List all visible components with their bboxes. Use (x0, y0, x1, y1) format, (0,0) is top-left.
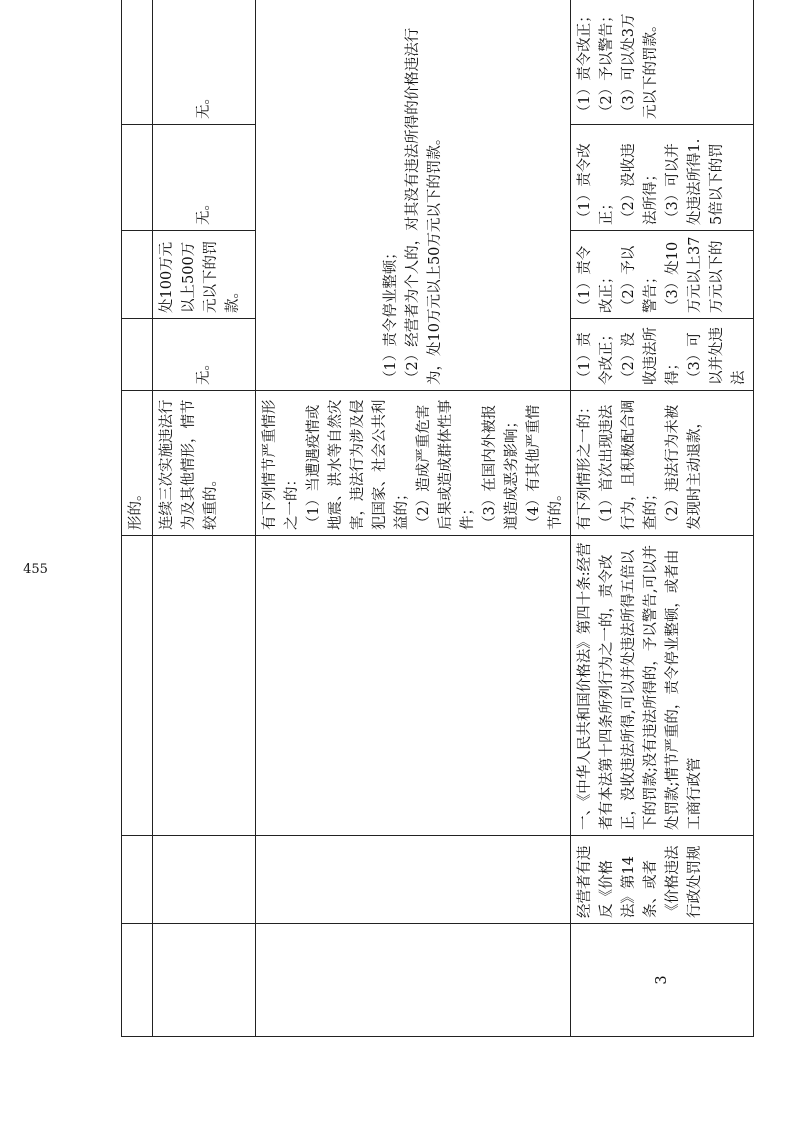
penalty-cell (122, 319, 153, 391)
penalty-cell: （1）责令改正； （2）没收违法所得； （3）可以并处违法所得1.5倍以下的罚 (571, 125, 754, 231)
penalty-cell (122, 0, 153, 125)
penalty-standard-table (121, 0, 754, 1037)
penalty-cell: （1）责令改正； （2）予以警告； （3）可以处3万元以下的罚款。 (571, 0, 754, 125)
basis-cell: 一、《中华人民共和国价格法》第四十条:经营者有本法第十四条所列行为之一的，责令改正，没收违法所得,可以并处违法所得五倍以下的罚款;没有违法所得的，予以警告,可以并处罚款;情节严重的，责令停业整顿，或者由工商行政管 (571, 536, 754, 836)
penalty-cell: 无。 (153, 0, 256, 125)
basis-cell (122, 536, 153, 836)
basis-cell (256, 536, 571, 836)
penalty-cell: （1）责令改正； （2）没收违法所得； （3）可以并处违法 (571, 319, 754, 391)
table-row (153, 0, 256, 1037)
penalty-cell (122, 125, 153, 231)
penalty-merged-cell: （1）责令停业整顿； （2）经营者为个人的，对其没有违法所得的价格违法行为，处10万元以上50万元以下的罚款。 (256, 0, 571, 391)
no-cell (256, 924, 571, 1037)
penalty-cell: 无。 (153, 319, 256, 391)
item-cell (122, 836, 153, 924)
table-row (571, 0, 754, 1037)
circumstance-cell: 形的。 (122, 391, 153, 536)
no-cell (153, 924, 256, 1037)
item-cell: 经营者有违反《价格法》第14条、或者《价格违法行政处罚规 (571, 836, 754, 924)
penalty-cell (122, 231, 153, 319)
penalty-cell: 处100万元以上500万元以下的罚款。 (153, 231, 256, 319)
penalty-cell: 无。 (153, 125, 256, 231)
item-cell (256, 836, 571, 924)
no-cell (122, 924, 153, 1037)
item-cell (153, 836, 256, 924)
circumstance-cell: 有下列情形之一的： （1）首次出现违法行为，且积极配合调查的； （2）违法行为未被发现时主动退款， (571, 391, 754, 536)
basis-cell (153, 536, 256, 836)
page-number: 455 (23, 562, 48, 578)
no-cell: 3 (571, 924, 754, 1037)
circumstance-cell: 有下列情节严重情形之一的： （1）当遭遇疫情或地震、洪水等自然灾害，违法行为涉及侵犯国家、社会公共利益的； （2）造成严重危害后果或造成群体性事件； （3）在国内外被报道造成恶劣影响； （4）有其他严重情节的。 (256, 391, 571, 536)
circumstance-cell: 连续三次实施违法行为及其他情形，情节较重的。 (153, 391, 256, 536)
table-row (256, 0, 571, 1037)
table-row (122, 0, 153, 1037)
penalty-cell: （1）责令改正； （2）予以警告； （3）处10万元以上37万元以下的 (571, 231, 754, 319)
